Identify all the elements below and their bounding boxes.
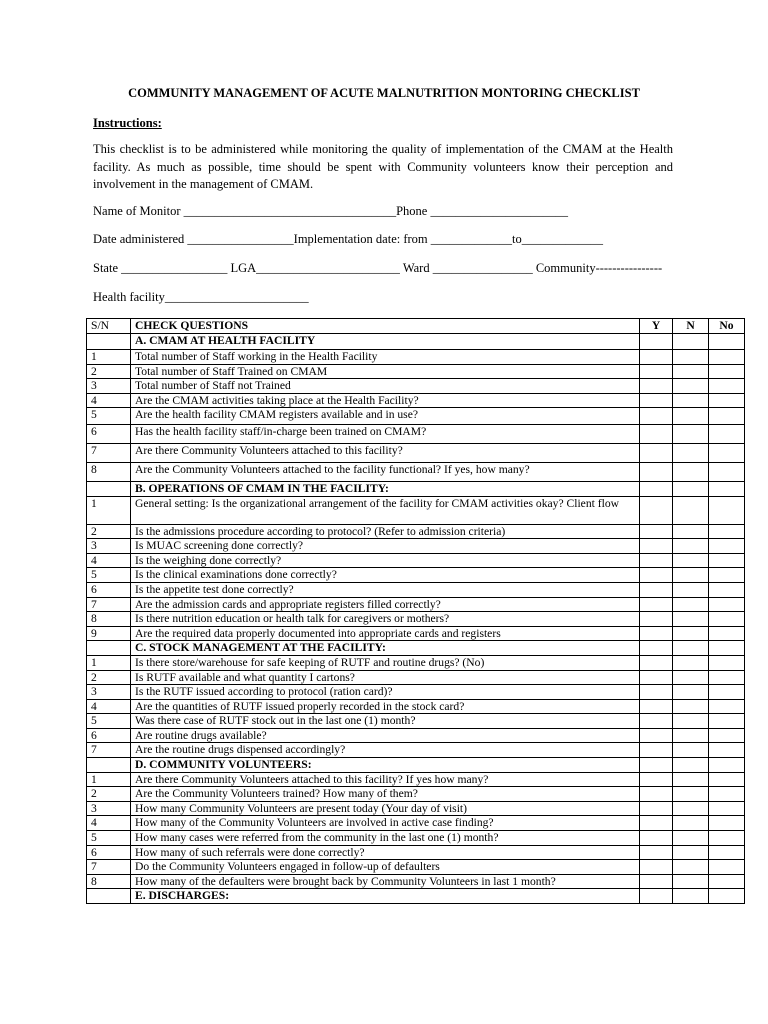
answer-n-cell[interactable] xyxy=(673,714,709,729)
answer-no-cell[interactable] xyxy=(709,597,745,612)
table-row xyxy=(87,393,745,408)
section-title: C. STOCK MANAGEMENT AT THE FACILITY: xyxy=(131,641,640,656)
answer-no-cell[interactable] xyxy=(709,626,745,641)
row-sn: 2 xyxy=(87,670,131,685)
answer-n-cell[interactable] xyxy=(673,655,709,670)
answer-y-cell[interactable] xyxy=(640,685,673,700)
answer-no-cell[interactable] xyxy=(709,364,745,379)
answer-n-cell[interactable] xyxy=(673,496,709,524)
row-question: General setting: Is the organizational arrangement of the facility for CMAM activities okay? Client flow xyxy=(131,496,640,524)
row-question: Are there Community Volunteers attached to this facility? xyxy=(131,443,640,462)
table-row xyxy=(87,816,745,831)
row-question: Is there store/warehouse for safe keeping of RUTF and routine drugs? (No) xyxy=(131,655,640,670)
section-row xyxy=(87,333,745,350)
answer-n-cell[interactable] xyxy=(673,443,709,462)
row-sn: 6 xyxy=(87,728,131,743)
section-row xyxy=(87,889,745,904)
answer-n-cell[interactable] xyxy=(673,364,709,379)
answer-y-cell[interactable] xyxy=(640,350,673,365)
table-row xyxy=(87,539,745,554)
row-question: Are the required data properly documented into appropriate cards and registers xyxy=(131,626,640,641)
answer-n-cell[interactable] xyxy=(673,524,709,539)
answer-y-cell[interactable] xyxy=(640,462,673,481)
answer-no-cell[interactable] xyxy=(709,539,745,554)
row-sn: 8 xyxy=(87,612,131,627)
answer-n-cell[interactable] xyxy=(673,568,709,583)
table-row xyxy=(87,831,745,846)
row-question: How many of such referrals were done correctly? xyxy=(131,845,640,860)
table-row xyxy=(87,874,745,889)
table-row xyxy=(87,655,745,670)
answer-y-cell[interactable] xyxy=(640,728,673,743)
header-y: Y xyxy=(640,319,673,334)
answer-no-cell[interactable] xyxy=(709,816,745,831)
row-sn: 4 xyxy=(87,393,131,408)
table-row xyxy=(87,568,745,583)
row-question: Are the quantities of RUTF issued properly recorded in the stock card? xyxy=(131,699,640,714)
table-row xyxy=(87,553,745,568)
checklist-table xyxy=(86,318,745,904)
answer-n-cell[interactable] xyxy=(673,685,709,700)
answer-y-cell[interactable] xyxy=(640,860,673,875)
answer-y-cell[interactable] xyxy=(640,597,673,612)
row-question: Is the appetite test done correctly? xyxy=(131,582,640,597)
answer-n-cell[interactable] xyxy=(673,670,709,685)
answer-no-cell[interactable] xyxy=(709,772,745,787)
answer-n-cell[interactable] xyxy=(673,845,709,860)
row-question: Are the Community Volunteers attached to the facility functional? If yes, how many? xyxy=(131,462,640,481)
answer-y-cell[interactable] xyxy=(640,714,673,729)
answer-n-cell[interactable] xyxy=(673,831,709,846)
header-row xyxy=(87,319,745,334)
section-row xyxy=(87,758,745,773)
row-sn: 2 xyxy=(87,364,131,379)
answer-y-cell[interactable] xyxy=(640,393,673,408)
answer-n-cell[interactable] xyxy=(673,597,709,612)
section-title: A. CMAM AT HEALTH FACILITY xyxy=(131,333,640,350)
row-sn: 2 xyxy=(87,787,131,802)
section-title: B. OPERATIONS OF CMAM IN THE FACILITY: xyxy=(131,481,640,496)
answer-no-cell[interactable] xyxy=(709,379,745,394)
answer-n-cell[interactable] xyxy=(673,379,709,394)
row-sn: 6 xyxy=(87,424,131,443)
answer-n-cell[interactable] xyxy=(673,350,709,365)
answer-n-cell[interactable] xyxy=(673,408,709,425)
table-row xyxy=(87,350,745,365)
table-row xyxy=(87,728,745,743)
table-row xyxy=(87,496,745,524)
row-question: Total number of Staff Trained on CMAM xyxy=(131,364,640,379)
row-question: Do the Community Volunteers engaged in follow-up of defaulters xyxy=(131,860,640,875)
row-sn: 5 xyxy=(87,831,131,846)
row-question: Total number of Staff working in the Health Facility xyxy=(131,350,640,365)
answer-y-cell[interactable] xyxy=(640,670,673,685)
answer-y-cell[interactable] xyxy=(640,874,673,889)
answer-no-cell[interactable] xyxy=(709,443,745,462)
table-row xyxy=(87,582,745,597)
instructions-text: This checklist is to be administered while monitoring the quality of implementation of the CMAM at the Health facility. As much as possible, time should be spent with Community volunteers know their perception and involvement in the management of CMAM. xyxy=(93,142,673,191)
row-question: Is RUTF available and what quantity I cartons? xyxy=(131,670,640,685)
row-sn: 1 xyxy=(87,655,131,670)
answer-y-cell[interactable] xyxy=(640,582,673,597)
answer-y-cell[interactable] xyxy=(640,443,673,462)
answer-no-cell[interactable] xyxy=(709,568,745,583)
row-question: How many of the Community Volunteers are involved in active case finding? xyxy=(131,816,640,831)
table-row xyxy=(87,743,745,758)
answer-no-cell[interactable] xyxy=(709,699,745,714)
answer-y-cell[interactable] xyxy=(640,568,673,583)
table-row xyxy=(87,772,745,787)
answer-n-cell[interactable] xyxy=(673,787,709,802)
answer-no-cell[interactable] xyxy=(709,801,745,816)
row-sn: 7 xyxy=(87,743,131,758)
answer-no-cell[interactable] xyxy=(709,743,745,758)
answer-n-cell[interactable] xyxy=(673,539,709,554)
row-question: Is the RUTF issued according to protocol (ration card)? xyxy=(131,685,640,700)
header-n: N xyxy=(673,319,709,334)
section-title: E. DISCHARGES: xyxy=(131,889,640,904)
table-row xyxy=(87,714,745,729)
answer-n-cell[interactable] xyxy=(673,553,709,568)
row-question: Are the CMAM activities taking place at the Health Facility? xyxy=(131,393,640,408)
page-title: COMMUNITY MANAGEMENT OF ACUTE MALNUTRITION MONTORING CHECKLIST xyxy=(128,86,640,100)
row-question: Are routine drugs available? xyxy=(131,728,640,743)
answer-n-cell[interactable] xyxy=(673,772,709,787)
table-row xyxy=(87,801,745,816)
answer-no-cell[interactable] xyxy=(709,860,745,875)
row-question: How many cases were referred from the community in the last one (1) month? xyxy=(131,831,640,846)
table-row xyxy=(87,699,745,714)
header-no: No xyxy=(709,319,745,334)
row-question: Is the weighing done correctly? xyxy=(131,553,640,568)
table-row xyxy=(87,524,745,539)
answer-n-cell[interactable] xyxy=(673,728,709,743)
answer-no-cell[interactable] xyxy=(709,582,745,597)
answer-y-cell[interactable] xyxy=(640,699,673,714)
row-sn: 1 xyxy=(87,350,131,365)
row-question: Are the admission cards and appropriate registers filled correctly? xyxy=(131,597,640,612)
monitor-name-phone-line[interactable]: Name of Monitor __________________________________Phone ______________________ xyxy=(93,204,568,218)
row-question: Total number of Staff not Trained xyxy=(131,379,640,394)
answer-y-cell[interactable] xyxy=(640,496,673,524)
table-row xyxy=(87,685,745,700)
header-sn: S/N xyxy=(87,319,131,334)
row-sn: 5 xyxy=(87,568,131,583)
row-sn: 3 xyxy=(87,539,131,554)
row-sn: 7 xyxy=(87,597,131,612)
answer-y-cell[interactable] xyxy=(640,539,673,554)
answer-y-cell[interactable] xyxy=(640,831,673,846)
answer-y-cell[interactable] xyxy=(640,612,673,627)
answer-y-cell[interactable] xyxy=(640,816,673,831)
row-sn: 4 xyxy=(87,816,131,831)
answer-y-cell[interactable] xyxy=(640,524,673,539)
row-sn: 8 xyxy=(87,874,131,889)
table-row xyxy=(87,845,745,860)
row-question: Is the admissions procedure according to protocol? (Refer to admission criteria) xyxy=(131,524,640,539)
row-question: Has the health facility staff/in-charge been trained on CMAM? xyxy=(131,424,640,443)
table-row xyxy=(87,424,745,443)
answer-n-cell[interactable] xyxy=(673,743,709,758)
answer-no-cell[interactable] xyxy=(709,462,745,481)
table-row xyxy=(87,443,745,462)
answer-no-cell[interactable] xyxy=(709,874,745,889)
answer-no-cell[interactable] xyxy=(709,714,745,729)
answer-no-cell[interactable] xyxy=(709,350,745,365)
answer-no-cell[interactable] xyxy=(709,408,745,425)
row-sn: 1 xyxy=(87,496,131,524)
table-row xyxy=(87,670,745,685)
answer-y-cell[interactable] xyxy=(640,772,673,787)
row-question: Was there case of RUTF stock out in the last one (1) month? xyxy=(131,714,640,729)
row-question: Are the routine drugs dispensed accordingly? xyxy=(131,743,640,758)
row-sn: 1 xyxy=(87,772,131,787)
row-sn: 4 xyxy=(87,699,131,714)
answer-y-cell[interactable] xyxy=(640,626,673,641)
answer-n-cell[interactable] xyxy=(673,582,709,597)
answer-no-cell[interactable] xyxy=(709,393,745,408)
answer-no-cell[interactable] xyxy=(709,524,745,539)
answer-no-cell[interactable] xyxy=(709,845,745,860)
answer-y-cell[interactable] xyxy=(640,743,673,758)
answer-y-cell[interactable] xyxy=(640,553,673,568)
answer-y-cell[interactable] xyxy=(640,424,673,443)
row-question: Are there Community Volunteers attached to this facility? If yes how many? xyxy=(131,772,640,787)
section-title: D. COMMUNITY VOLUNTEERS: xyxy=(131,758,640,773)
row-sn: 5 xyxy=(87,714,131,729)
row-sn: 5 xyxy=(87,408,131,425)
answer-no-cell[interactable] xyxy=(709,496,745,524)
row-sn: 6 xyxy=(87,845,131,860)
answer-y-cell[interactable] xyxy=(640,787,673,802)
answer-n-cell[interactable] xyxy=(673,699,709,714)
answer-no-cell[interactable] xyxy=(709,612,745,627)
row-sn: 2 xyxy=(87,524,131,539)
answer-n-cell[interactable] xyxy=(673,393,709,408)
row-question: How many of the defaulters were brought back by Community Volunteers in last 1 month? xyxy=(131,874,640,889)
row-question: How many Community Volunteers are present today (Your day of visit) xyxy=(131,801,640,816)
answer-n-cell[interactable] xyxy=(673,816,709,831)
answer-y-cell[interactable] xyxy=(640,845,673,860)
table-row xyxy=(87,379,745,394)
row-sn: 8 xyxy=(87,462,131,481)
answer-no-cell[interactable] xyxy=(709,787,745,802)
section-row xyxy=(87,481,745,496)
table-row xyxy=(87,408,745,425)
row-sn: 3 xyxy=(87,801,131,816)
answer-no-cell[interactable] xyxy=(709,553,745,568)
instructions-heading: Instructions: xyxy=(93,116,162,130)
table-row xyxy=(87,787,745,802)
answer-y-cell[interactable] xyxy=(640,801,673,816)
row-question: Is the clinical examinations done correctly? xyxy=(131,568,640,583)
table-row xyxy=(87,364,745,379)
answer-n-cell[interactable] xyxy=(673,462,709,481)
answer-n-cell[interactable] xyxy=(673,424,709,443)
row-question: Is there nutrition education or health talk for caregivers or mothers? xyxy=(131,612,640,627)
row-question: Is MUAC screening done correctly? xyxy=(131,539,640,554)
table-row xyxy=(87,597,745,612)
answer-y-cell[interactable] xyxy=(640,655,673,670)
row-sn: 4 xyxy=(87,553,131,568)
table-row xyxy=(87,612,745,627)
answer-n-cell[interactable] xyxy=(673,612,709,627)
answer-n-cell[interactable] xyxy=(673,801,709,816)
row-sn: 7 xyxy=(87,443,131,462)
answer-n-cell[interactable] xyxy=(673,874,709,889)
answer-no-cell[interactable] xyxy=(709,831,745,846)
row-question: Are the Community Volunteers trained? How many of them? xyxy=(131,787,640,802)
answer-n-cell[interactable] xyxy=(673,860,709,875)
row-sn: 9 xyxy=(87,626,131,641)
answer-no-cell[interactable] xyxy=(709,424,745,443)
answer-n-cell[interactable] xyxy=(673,626,709,641)
row-question: Are the health facility CMAM registers available and in use? xyxy=(131,408,640,425)
header-question: CHECK QUESTIONS xyxy=(131,319,640,334)
health-facility-line[interactable]: Health facility_______________________ xyxy=(93,290,309,304)
table-row xyxy=(87,462,745,481)
answer-no-cell[interactable] xyxy=(709,728,745,743)
table-row xyxy=(87,860,745,875)
answer-no-cell[interactable] xyxy=(709,685,745,700)
row-sn: 3 xyxy=(87,379,131,394)
answer-y-cell[interactable] xyxy=(640,379,673,394)
row-sn: 3 xyxy=(87,685,131,700)
answer-y-cell[interactable] xyxy=(640,364,673,379)
row-sn: 7 xyxy=(87,860,131,875)
location-line[interactable]: State _________________ LGA_______________________ Ward ________________ Community---------------- xyxy=(93,261,663,275)
answer-y-cell[interactable] xyxy=(640,408,673,425)
row-sn: 6 xyxy=(87,582,131,597)
section-row xyxy=(87,641,745,656)
answer-no-cell[interactable] xyxy=(709,655,745,670)
dates-line[interactable]: Date administered _________________Implementation date: from _____________to_____________ xyxy=(93,232,603,246)
answer-no-cell[interactable] xyxy=(709,670,745,685)
table-row xyxy=(87,626,745,641)
